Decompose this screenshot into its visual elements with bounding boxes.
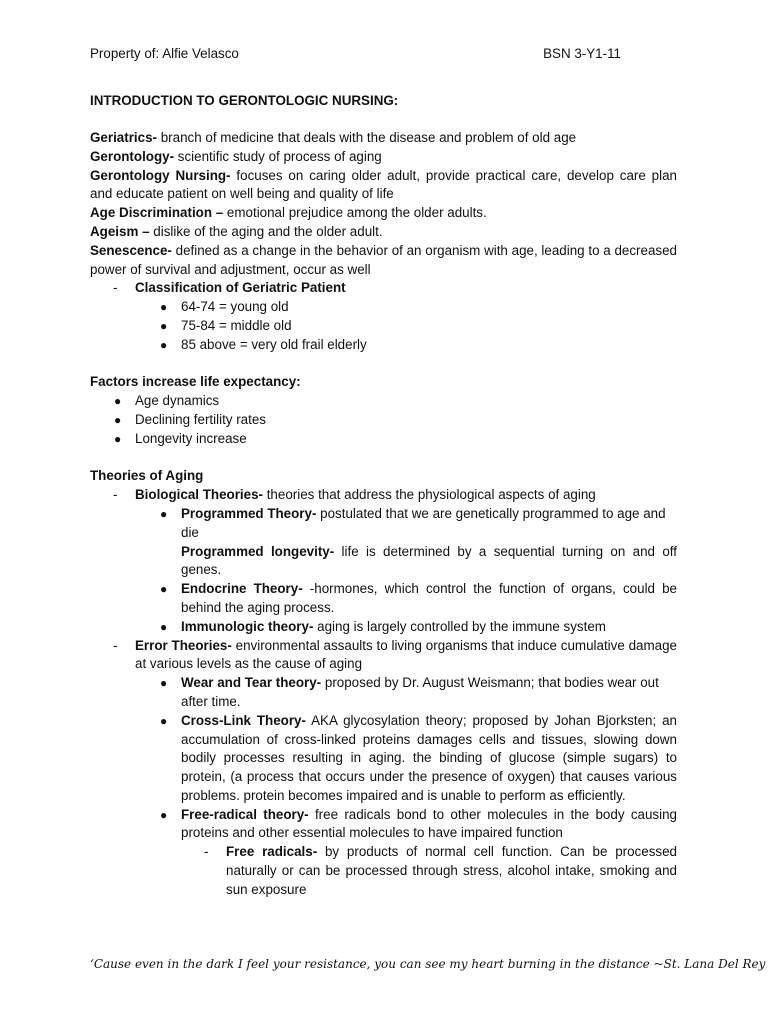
list-item (90, 336, 677, 355)
theory-text: free radicals bond to other molecules in the body causing proteins and other essential molecules to have impaired function (181, 806, 677, 841)
definition-term: Senescence- (90, 242, 172, 258)
definition-term: Gerontology- (90, 148, 175, 164)
bullet-marker: ● (160, 713, 168, 728)
classification-heading (90, 279, 677, 298)
definition-senescence (90, 242, 677, 280)
error-theories (90, 637, 677, 675)
definition-term: Ageism – (90, 223, 150, 239)
bullet-marker: ● (160, 619, 168, 634)
definition-text: defined as a change in the behavior of an organism with age, leading to a decreased power of survival and adjustment, occur as well (90, 242, 677, 277)
classification-heading-text: Classification of Geriatric Patient (135, 280, 346, 296)
definition-gerontology-nursing (90, 167, 677, 205)
theory-term: Wear and Tear theory- (181, 675, 322, 691)
definition-gerontology (90, 148, 677, 167)
factors-heading (90, 373, 677, 392)
definition-text: dislike of the aging and the older adult. (149, 223, 383, 239)
theory-term: Programmed Theory- (181, 505, 317, 521)
list-item-text: 85 above = very old frail elderly (181, 336, 367, 352)
theory-term: Cross-Link Theory- (181, 712, 306, 728)
dash-marker: - (113, 487, 118, 503)
theory-text: life is determined by a sequential turning on and off genes. (181, 543, 678, 578)
owner-label: Property of: Alfie Velasco (90, 46, 239, 61)
endocrine-theory (90, 580, 677, 618)
bullet-marker: ● (114, 431, 122, 446)
bullet-marker: ● (160, 506, 168, 521)
theory-text: theories that address the physiological aspects of aging (262, 487, 596, 503)
list-item-text: Age dynamics (135, 393, 220, 409)
list-item-text: Longevity increase (135, 430, 247, 446)
theory-text: postulated that we are genetically programmed to age and die (181, 505, 666, 540)
definition-term: Gerontology Nursing- (90, 167, 231, 183)
bullet-marker: ● (160, 337, 168, 352)
dash-marker: - (204, 844, 209, 860)
list-item (90, 392, 677, 411)
theory-text: environmental assaults to living organisms that induce cumulative damage at various levels as the cause of aging (135, 637, 677, 672)
free-radicals (90, 843, 677, 899)
spacer (90, 449, 677, 468)
theories-heading-text: Theories of Aging (90, 468, 204, 484)
bullet-marker: ● (160, 807, 168, 822)
bullet-marker: ● (114, 412, 122, 427)
list-item-text: Declining fertility rates (135, 411, 266, 427)
list-item (90, 317, 677, 336)
list-item (90, 430, 677, 449)
programmed-longevity (90, 543, 677, 581)
definition-text: focuses on caring older adult, provide practical care, develop care plan and educate patient on well being and quality of life (90, 167, 677, 202)
free-radical-theory (90, 806, 677, 844)
theory-term: Immunologic theory- (181, 618, 314, 634)
bullet-marker: ● (114, 394, 122, 409)
theory-term: Error Theories- (135, 637, 232, 653)
definition-age-discrimination (90, 204, 677, 223)
theory-text: proposed by Dr. August Weismann; that bodies wear out after time. (181, 675, 659, 709)
list-item (90, 411, 677, 430)
definition-ageism (90, 223, 677, 242)
cross-link-theory (90, 712, 677, 806)
bullet-marker: ● (160, 300, 168, 315)
theories-heading (90, 467, 677, 486)
theory-text: by products of normal cell function. Can be processed naturally or can be processed through stress, alcohol intake, smoking and sun exposure (226, 844, 677, 897)
definition-text: branch of medicine that deals with the disease and problem of old age (157, 130, 577, 145)
theory-text: -hormones, which control the function of organs, could be behind the aging process. (181, 581, 677, 615)
definition-text: scientific study of process of aging (174, 148, 382, 164)
section-label: BSN 3-Y1-11 (543, 46, 621, 61)
theory-term: Programmed longevity- (181, 543, 335, 559)
spacer (90, 355, 677, 374)
bullet-marker: ● (160, 318, 168, 333)
document-body (90, 129, 677, 900)
list-item-text: 75-84 = middle old (181, 317, 292, 333)
definition-geriatrics (90, 129, 677, 148)
theory-term: Free radicals- (226, 844, 318, 860)
list-item-text: 64-74 = young old (181, 299, 289, 315)
list-item (90, 298, 677, 317)
immunologic-theory (90, 618, 677, 637)
dash-marker: - (113, 637, 118, 653)
theory-text: AKA glycosylation theory; proposed by Johan Bjorksten; an accumulation of cross-linked proteins damages cells and tissues, slowing down bodily processes resulting in aging. the binding of glucose (simple sugars) to protein, (a process that occurs under the presence of oxygen) that causes various problems. protein becomes impaired and is unable to perform as efficiently. (181, 712, 678, 803)
footer-quote: ‘Cause even in the dark I feel your resistance, you can see my heart burning in the distance ~St. Lana Del Rey (90, 957, 766, 971)
theory-term: Biological Theories- (135, 487, 263, 503)
programmed-theory (90, 505, 677, 543)
biological-theories (90, 486, 677, 505)
theory-term: Free-radical theory- (181, 806, 309, 822)
document-title: INTRODUCTION TO GERONTOLOGIC NURSING: (90, 93, 399, 108)
factors-heading-text: Factors increase life expectancy: (90, 374, 301, 390)
bullet-marker: ● (160, 582, 168, 597)
theory-term: Endocrine Theory- (181, 581, 303, 597)
wear-and-tear-theory (90, 674, 677, 712)
definition-term: Age Discrimination – (90, 205, 224, 221)
dash-marker: - (113, 280, 118, 296)
definition-term: Geriatrics- (90, 130, 157, 145)
bullet-marker: ● (160, 676, 168, 691)
theory-text: aging is largely controlled by the immune system (313, 618, 606, 634)
definition-text: emotional prejudice among the older adults. (223, 205, 487, 221)
